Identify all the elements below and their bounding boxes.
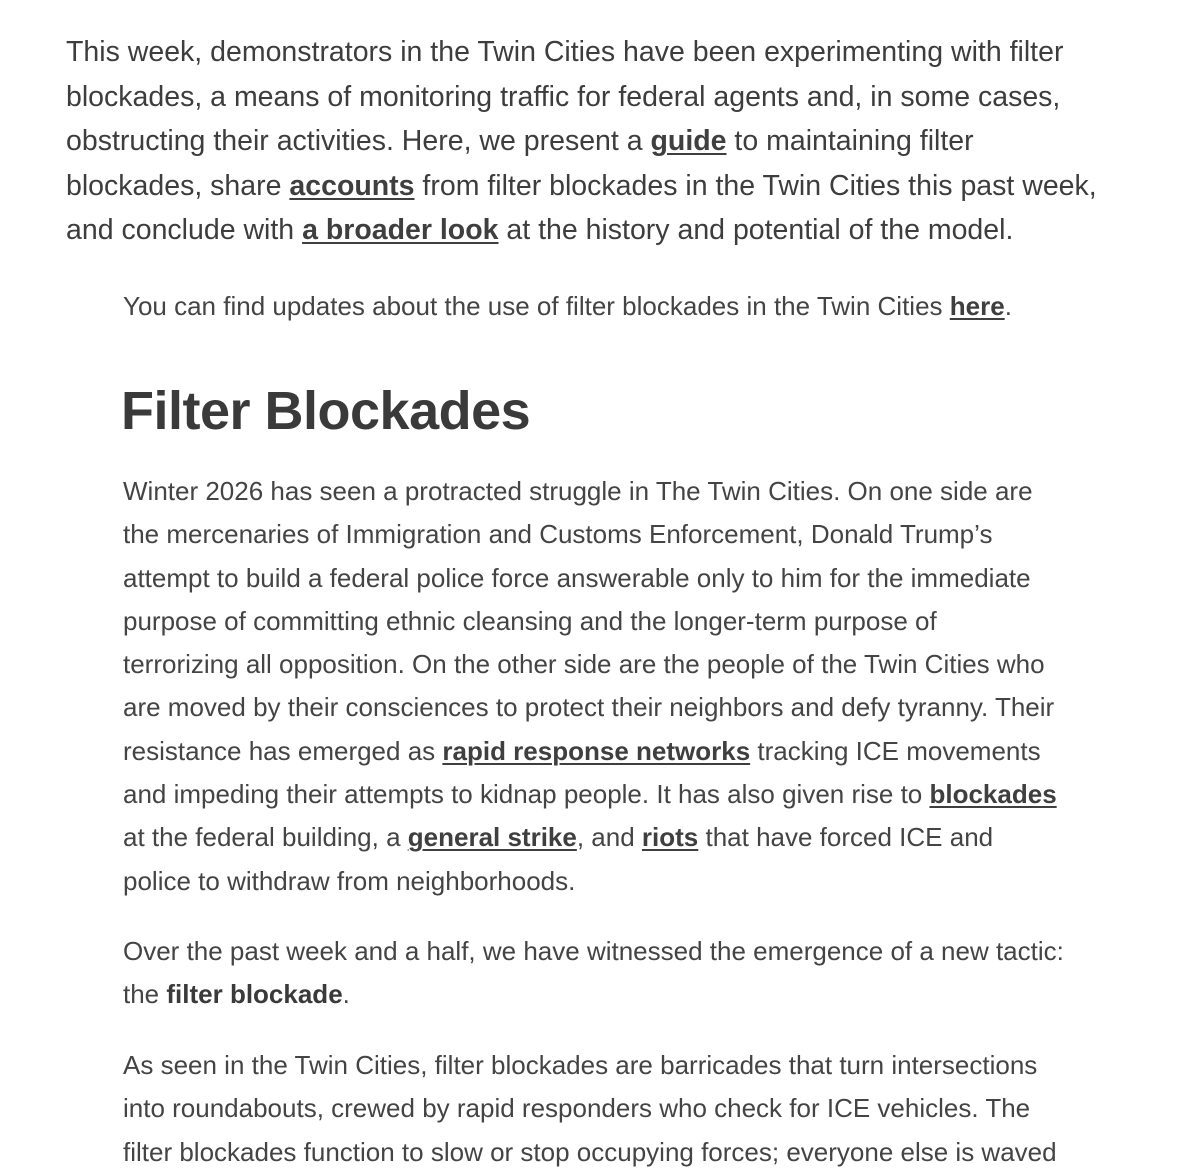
paragraph-line (123, 643, 1163, 686)
paragraph-line (123, 973, 1163, 1016)
intro-text: at the history and potential of the model. (498, 214, 1014, 246)
general-strike-link[interactable]: general strike (407, 822, 577, 853)
accounts-link[interactable]: accounts (289, 169, 415, 202)
paragraph-text: Over the past week and a half, we have witnessed the emergence of a new tactic: (123, 936, 1064, 966)
paragraph-text: , and (576, 822, 642, 853)
rapid-response-networks-link[interactable]: rapid response networks (442, 735, 751, 766)
updates-text: You can find updates about the use of filter blockades in the Twin Cities (123, 291, 950, 321)
paragraph-line (123, 860, 1163, 903)
paragraph-line (123, 470, 1163, 513)
paragraph-line (123, 513, 1163, 556)
paragraph-text: . (342, 979, 350, 1010)
paragraph-text: the (123, 979, 167, 1010)
intro-line (66, 119, 1156, 164)
updates-note (123, 286, 1163, 326)
paragraph-text: that have forced ICE and (698, 822, 994, 853)
filter-blockade-term: filter blockade (166, 979, 343, 1010)
paragraph-text: tracking ICE movements (750, 735, 1041, 766)
paragraph-text: at the federal building, a (123, 822, 408, 853)
paragraph-line (123, 600, 1163, 643)
intro-text: and conclude with (66, 214, 303, 246)
paragraph-text: are moved by their consciences to protect their neighbors and defy tyranny. Their (123, 692, 1055, 723)
paragraph-text: purpose of committing ethnic cleansing and the longer-term purpose of (123, 605, 937, 636)
paragraph-text: attempt to build a federal police force answerable only to him for the immediate (123, 562, 1031, 593)
intro-line (66, 30, 1156, 75)
intro-line (66, 75, 1156, 120)
intro-text: obstructing their activities. Here, we present a (66, 125, 651, 157)
section-heading: Filter Blockades (121, 381, 531, 441)
riots-link[interactable]: riots (641, 822, 699, 853)
blockades-link[interactable]: blockades (929, 779, 1057, 810)
paragraph-new-tactic (123, 930, 1163, 1017)
paragraph-text: into roundabouts, crewed by rapid responders who check for ICE vehicles. The (123, 1093, 1031, 1124)
paragraph-text: terrorizing all opposition. On the other side are the people of the Twin Cities who (123, 649, 1045, 680)
paragraph-text: filter blockades function to slow or stop occupying forces; everyone else is waved (123, 1136, 1057, 1167)
intro-text: from filter blockades in the Twin Cities this past week, (414, 169, 1097, 202)
paragraph-text: Winter 2026 has seen a protracted struggle in The Twin Cities. On one side are (123, 476, 1033, 506)
paragraph-line (123, 1131, 1163, 1174)
intro-text: This week, demonstrators in the Twin Cities have been experimenting with filter (66, 36, 1064, 68)
guide-link[interactable]: guide (650, 125, 727, 157)
paragraph-text: and impeding their attempts to kidnap people. It has also given rise to (123, 779, 930, 810)
intro-paragraph (66, 30, 1156, 253)
paragraph-line (123, 1087, 1163, 1130)
intro-text: blockades, share (66, 169, 290, 202)
paragraph-text: As seen in the Twin Cities, filter blockades are barricades that turn intersections (123, 1050, 1038, 1080)
broader-look-link[interactable]: a broader look (302, 214, 499, 246)
paragraph-line (123, 557, 1163, 600)
updates-here-link[interactable]: here (949, 291, 1005, 321)
paragraph-text: police to withdraw from neighborhoods. (123, 865, 576, 896)
intro-line (66, 164, 1156, 209)
paragraph-text: the mercenaries of Immigration and Customs Enforcement, Donald Trump’s (123, 519, 993, 550)
paragraph-line (123, 816, 1163, 859)
paragraph-definition (123, 1044, 1163, 1174)
paragraph-line (123, 930, 1163, 973)
paragraph-line (123, 1044, 1163, 1087)
updates-text: . (1004, 291, 1012, 321)
intro-text: to maintaining filter (726, 125, 974, 157)
paragraph-line (123, 730, 1163, 773)
paragraph-line (123, 686, 1163, 729)
intro-line (66, 208, 1156, 253)
paragraph-line (123, 773, 1163, 816)
intro-text: blockades, a means of monitoring traffic for federal agents and, in some cases, (66, 80, 1061, 113)
paragraph-text: resistance has emerged as (123, 735, 443, 766)
paragraph-context (123, 470, 1163, 903)
